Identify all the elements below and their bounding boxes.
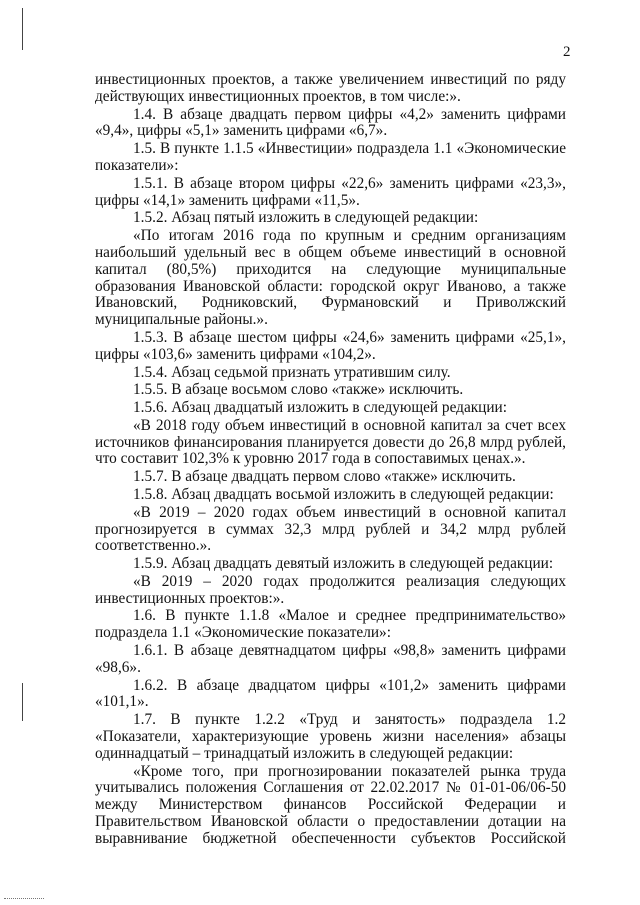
paragraph: «В 2019 – 2020 годах продолжится реализация следующих инвестиционных проектов:». (95, 572, 566, 607)
paragraph: «В 2018 году объем инвестиций в основной капитал за счет всех источников финансирования планируется довести до 26,8 млрд рублей, что составит 102,3% к уровню 2017 года в сопоставимых ценах.». (95, 416, 566, 468)
paragraph: 1.4. В абзаце двадцать первом цифры «4,2» заменить цифрами «9,4», цифры «5,1» заменить цифрами «6,7». (95, 105, 566, 140)
paragraph: 1.5.5. В абзаце восьмом слово «также» исключить. (133, 381, 464, 399)
paragraph: 1.5.1. В абзаце втором цифры «22,6» заменить цифрами «23,3», цифры «14,1» заменить цифрами «11,5». (95, 174, 566, 209)
bottom-scan-marks (4, 898, 44, 899)
paragraph: 1.5.8. Абзац двадцать восьмой изложить в следующей редакции: (133, 485, 554, 503)
paragraph: 1.5.3. В абзаце шестом цифры «24,6» заменить цифрами «25,1», цифры «103,6» заменить цифрами «104,2». (95, 329, 566, 363)
paragraph: 1.6.2. В абзаце двадцатом цифры «101,2» заменить цифрами «101,1». (95, 676, 566, 711)
paragraph: 1.5.6. Абзац двадцатый изложить в следующей редакции: (133, 399, 507, 417)
paragraph: «Кроме того, при прогнозировании показателей рынка труда учитывались положения Соглашения от 22.02.2017 № 01-01-06/06-50 между Министерством финансов Российской Федерации и Правительством Ивановской области о предоставлении дотации на выравнивание бюджетной обеспеченности субъектов Российской (95, 762, 566, 847)
paragraph: 1.5.2. Абзац пятый изложить в следующей редакции: (133, 209, 479, 227)
paragraph: 1.6.1. В абзаце девятнадцатом цифры «98,8» заменить цифрами «98,6». (95, 641, 566, 676)
page-number: 2 (563, 44, 571, 60)
paragraph: 1.5.7. В абзаце двадцать первом слово «также» исключить. (133, 468, 516, 486)
paragraph: 1.6. В пункте 1.1.8 «Малое и среднее предпринимательство» подраздела 1.1 «Экономические показатели»: (95, 607, 566, 642)
left-margin-mark-middle (22, 683, 23, 721)
document-body (95, 72, 566, 849)
left-margin-mark-top (22, 8, 23, 50)
paragraph: 1.5. В пункте 1.1.5 «Инвестиции» подраздела 1.1 «Экономические показатели»: (95, 140, 566, 174)
paragraph: инвестиционных проектов, а также увеличением инвестиций по ряду действующих инвестиционных проектов, в том числе:». (95, 71, 566, 105)
paragraph: «В 2019 – 2020 годах объем инвестиций в основной капитал прогнозируется в суммах 32,3 млрд рублей и 34,2 млрд рублей соответственно.». (95, 503, 566, 555)
paragraph: 1.5.9. Абзац двадцать девятый изложить в следующей редакции: (133, 555, 554, 573)
paragraph: «По итогам 2016 года по крупным и средним организациям наибольший удельный вес в общем объеме инвестиций в основной капитал (80,5%) приходится на следующие муниципальные образования Ивановской области: городской округ Иваново, а также Ивановский, Родниковский, Фурмановский и Приволжский муниципальные районы.». (95, 227, 566, 329)
paragraph: 1.5.4. Абзац седьмой признать утратившим силу. (133, 363, 451, 381)
paragraph: 1.7. В пункте 1.2.2 «Труд и занятость» подраздела 1.2 «Показатели, характеризующие уровень жизни населения» абзацы одиннадцатый – тринадцатый изложить в следующей редакции: (95, 711, 566, 762)
